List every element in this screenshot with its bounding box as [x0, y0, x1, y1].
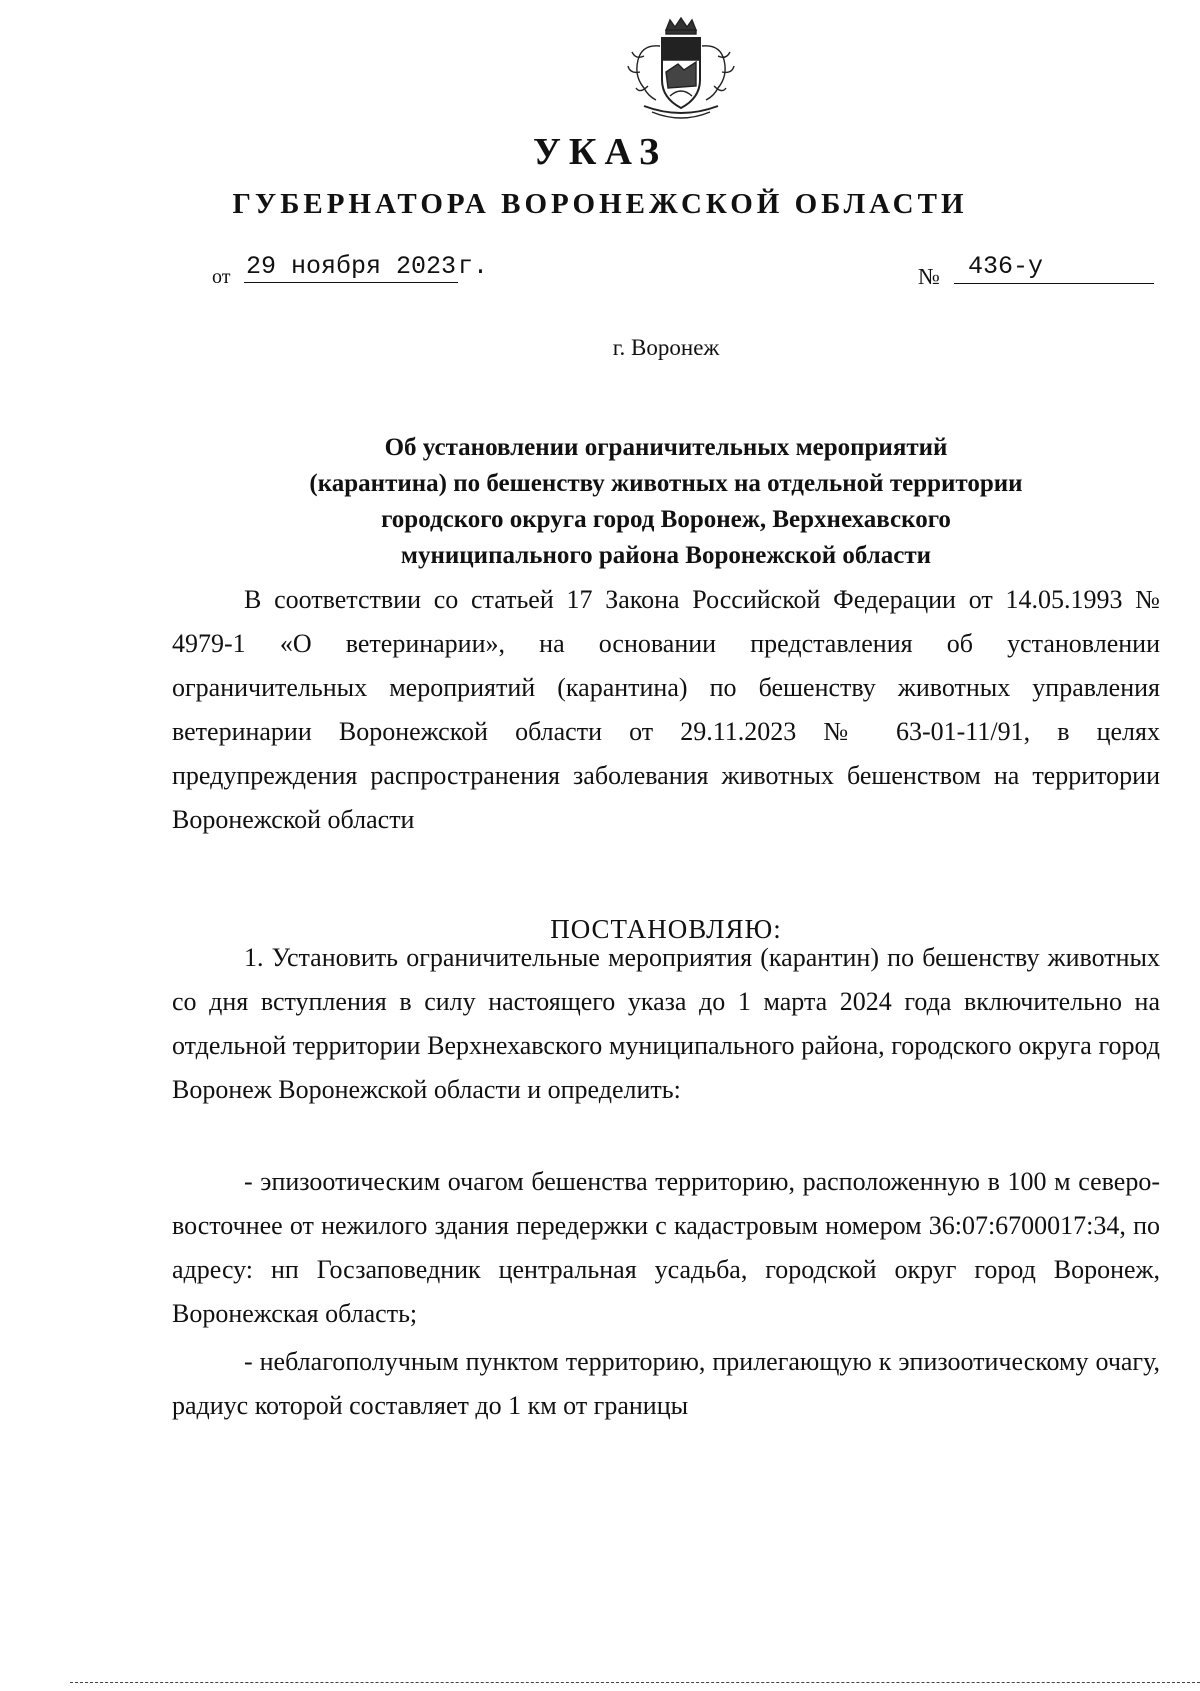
clause-paragraph: 1. Установить ограничительные мероприятия (карантин) по бешенству животных со дня вступления в силу настоящего указа до 1 марта 2024 года включительно на отдельной территории Верхнехавского муниципального района, городского округа город Воронеж Воронежской области и определить:: [172, 943, 1160, 1104]
decree-word: ПОСТАНОВЛЯЮ:: [550, 914, 782, 944]
preamble-block: [172, 578, 1160, 842]
number-prefix: №: [918, 264, 940, 289]
issue-city: г. Воронеж: [612, 335, 720, 360]
subject-line: Об установлении ограничительных мероприятий: [384, 434, 948, 461]
number-field: [918, 248, 1163, 288]
clause-paragraph: - неблагополучным пунктом территорию, прилегающую к эпизоотическому очагу, радиус которой составляет до 1 км от границы: [172, 1347, 1160, 1420]
subject-line: городского округа город Воронеж, Верхнехавского: [381, 506, 951, 533]
document-title: УКАЗ: [533, 131, 667, 173]
date-value: 29 ноября 2023: [246, 252, 457, 281]
date-field: [212, 248, 512, 288]
clause-block-1: [172, 936, 1160, 1112]
subject-line: (карантина) по бешенству животных на отдельной территории: [309, 470, 1023, 497]
coat-of-arms-emblem: [622, 16, 740, 124]
document-issuer: ГУБЕРНАТОРА ВОРОНЕЖСКОЙ ОБЛАСТИ: [232, 188, 968, 220]
page-bottom-rule: [70, 1682, 1200, 1684]
preamble-paragraph: В соответствии со статьей 17 Закона Российской Федерации от 14.05.1993 № 4979-1 «О ветеринарии», на основании представления об установлении ограничительных мероприятий (карантина) по бешенству животных управления ветеринарии Воронежской области от 29.11.2023 № 63-01-11/91, в целях предупреждения распространения заболевания животных бешенством на территории Воронежской области: [172, 585, 1160, 834]
subject-line: муниципального района Воронежской области: [400, 542, 932, 569]
date-suffix: г.: [458, 252, 489, 281]
clause-paragraph: - эпизоотическим очагом бешенства территорию, расположенную в 100 м северо-восточнее от нежилого здания передержки с кадастровым номером 36:07:6700017:34, по адресу: нп Госзаповедник центральная усадьба, городской округ город Воронеж, Воронежская область;: [172, 1167, 1160, 1328]
clause-block-2: [172, 1160, 1160, 1336]
clause-block-3: [172, 1340, 1160, 1428]
document-subject: [0, 430, 1200, 574]
number-value: 436-у: [954, 252, 1154, 284]
date-prefix: от: [212, 266, 231, 288]
